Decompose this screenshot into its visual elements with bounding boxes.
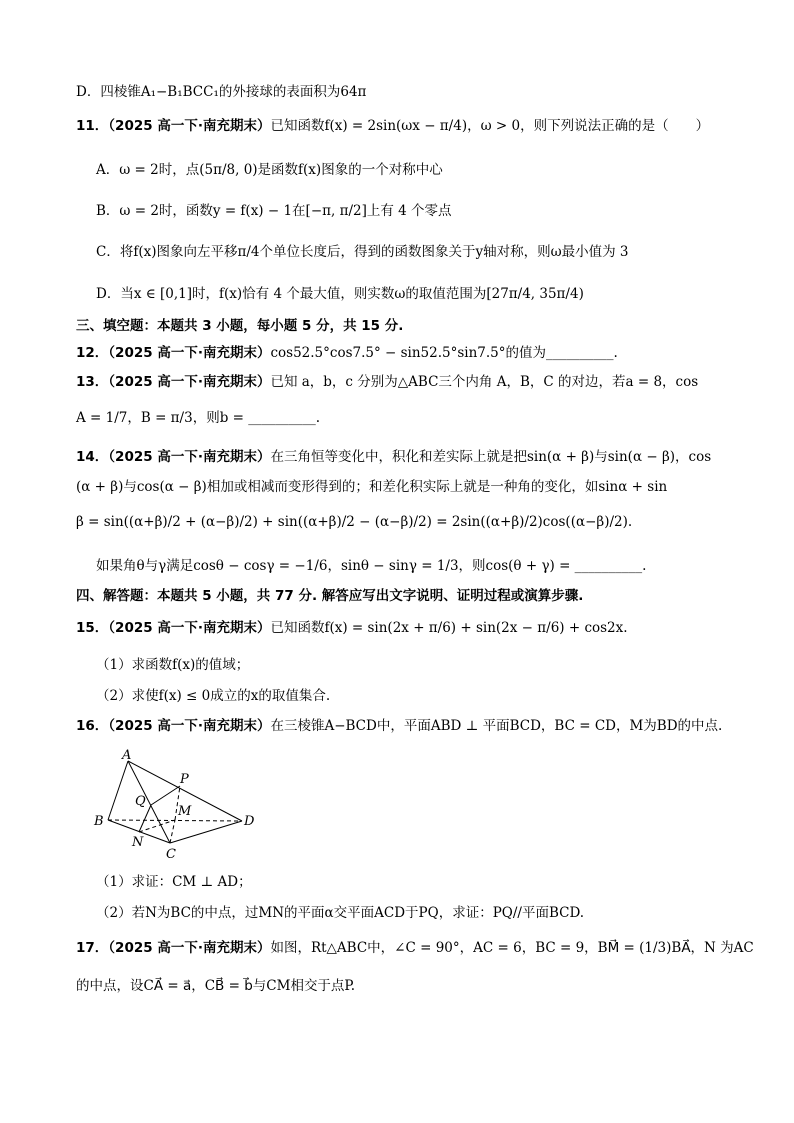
q15-part-2: （2）求使f(x) ≤ 0成立的x的取值集合. bbox=[96, 688, 331, 704]
q15-part-1: （1）求函数f(x)的值域； bbox=[96, 657, 250, 673]
q17-number: 17． bbox=[76, 940, 109, 956]
q17-line-2: 的中点，设CA⃗ = a⃗，CB⃗ = b⃗与CM相交于点P. bbox=[76, 978, 356, 994]
q12-number: 12． bbox=[76, 345, 109, 361]
q13-line-2: A = 1/7，B = π/3，则b = __________. bbox=[76, 410, 321, 426]
q15-stem: 已知函数f(x) = sin(2x + π/6) + sin(2x − π/6) + cos2x. bbox=[270, 620, 628, 636]
q16-line bbox=[76, 716, 722, 736]
q10-option-d: D．四棱锥A₁−B₁BCC₁的外接球的表面积为64π bbox=[76, 84, 367, 100]
label-n: N bbox=[132, 835, 144, 850]
segment-qp bbox=[151, 786, 180, 805]
edge-ab bbox=[108, 761, 128, 820]
q13-number: 13． bbox=[76, 374, 109, 390]
label-a: A bbox=[122, 748, 132, 763]
q13-line-1 bbox=[76, 372, 698, 392]
label-q: Q bbox=[135, 794, 146, 809]
q11-option-b: B．ω = 2时，函数y = f(x) − 1在[−π, π/2]上有 4 个零点 bbox=[96, 203, 452, 219]
q16-part-2: （2）若N为BC的中点，过MN的平面α交平面ACD于PQ，求证：PQ//平面BCD. bbox=[96, 905, 585, 921]
q14-number: 14． bbox=[76, 449, 109, 465]
segment-cm-hidden bbox=[170, 820, 175, 843]
q13-stem-1: 已知 a，b，c 分别为△ABC三个内角 A，B，C 的对边，若a = 8，cos bbox=[270, 374, 699, 390]
label-b: B bbox=[94, 814, 104, 829]
q12-line bbox=[76, 343, 618, 363]
q16-source: （2025 高一下·南充期末） bbox=[108, 718, 271, 734]
label-p: P bbox=[180, 772, 189, 787]
q15-line bbox=[76, 618, 628, 638]
q17-source: （2025 高一下·南充期末） bbox=[108, 940, 271, 956]
q14-stem-1: 在三角恒等变化中，积化和差实际上就是把sin(α + β)与sin(α − β)，cos bbox=[270, 449, 712, 465]
segment-nq bbox=[139, 805, 151, 832]
label-c: C bbox=[166, 847, 176, 862]
q11-option-c: C．将f(x)图象向左平移π/4个单位长度后，得到的函数图象关于y轴对称，则ω最小值为 3 bbox=[96, 244, 629, 260]
q14-line-2: (α + β)与cos(α − β)相加或相减而变形得到的；和差化积实际上就是一种角的变化，如sinα + sin bbox=[76, 479, 668, 495]
q12-source: （2025 高一下·南充期末） bbox=[108, 345, 271, 361]
q14-line-1 bbox=[76, 447, 711, 467]
segment-nm-hidden bbox=[139, 820, 175, 832]
q16-stem: 在三棱锥A−BCD中，平面ABD ⊥ 平面BCD，BC = CD，M为BD的中点. bbox=[270, 718, 723, 734]
q14-line-3: β = sin((α+β)/2 + (α−β)/2) + sin((α+β)/2 − (α−β)/2) = 2sin((α+β)/2)cos((α−β)/2). bbox=[76, 514, 633, 530]
q16-part-1: （1）求证：CM ⊥ AD； bbox=[96, 874, 252, 890]
q12-stem: cos52.5°cos7.5° − sin52.5°sin7.5°的值为__________. bbox=[270, 345, 618, 361]
q14-source: （2025 高一下·南充期末） bbox=[108, 449, 271, 465]
q11-stem: 已知函数f(x) = 2sin(ωx − π/4)，ω > 0，则下列说法正确的是（ ） bbox=[270, 118, 710, 134]
q16-number: 16． bbox=[76, 718, 109, 734]
q11-source: （2025 高一下·南充期末） bbox=[108, 118, 271, 134]
q17-line-1 bbox=[76, 938, 754, 958]
q13-source: （2025 高一下·南充期末） bbox=[108, 374, 271, 390]
section-4-heading: 四、解答题：本题共 5 小题，共 77 分. 解答应写出文字说明、证明过程或演算步骤. bbox=[76, 588, 584, 604]
tetrahedron-figure bbox=[92, 748, 267, 863]
q15-number: 15． bbox=[76, 620, 109, 636]
q14-line-4: 如果角θ与γ满足cosθ − cosγ = −1/6，sinθ − sinγ = 1/3，则cos(θ + γ) = __________. bbox=[96, 558, 647, 574]
q15-source: （2025 高一下·南充期末） bbox=[108, 620, 271, 636]
label-d: D bbox=[244, 814, 255, 829]
label-m: M bbox=[178, 804, 192, 819]
q11-option-d: D．当x ∈ [0,1]时，f(x)恰有 4 个最大值，则实数ω的取值范围为[27π/4, 35π/4) bbox=[96, 286, 584, 302]
section-3-heading: 三、填空题：本题共 3 小题，每小题 5 分，共 15 分. bbox=[76, 318, 404, 334]
q17-stem-1: 如图，Rt△ABC中，∠C = 90°，AC = 6，BC = 9，BM⃗ = (1/3)BA⃗，N 为AC bbox=[270, 940, 754, 956]
q11-number: 11． bbox=[76, 118, 109, 134]
q11-option-a: A．ω = 2时，点(5π/8, 0)是函数f(x)图象的一个对称中心 bbox=[96, 162, 443, 178]
edge-cd bbox=[170, 821, 242, 843]
q11-stem-line bbox=[76, 116, 709, 136]
